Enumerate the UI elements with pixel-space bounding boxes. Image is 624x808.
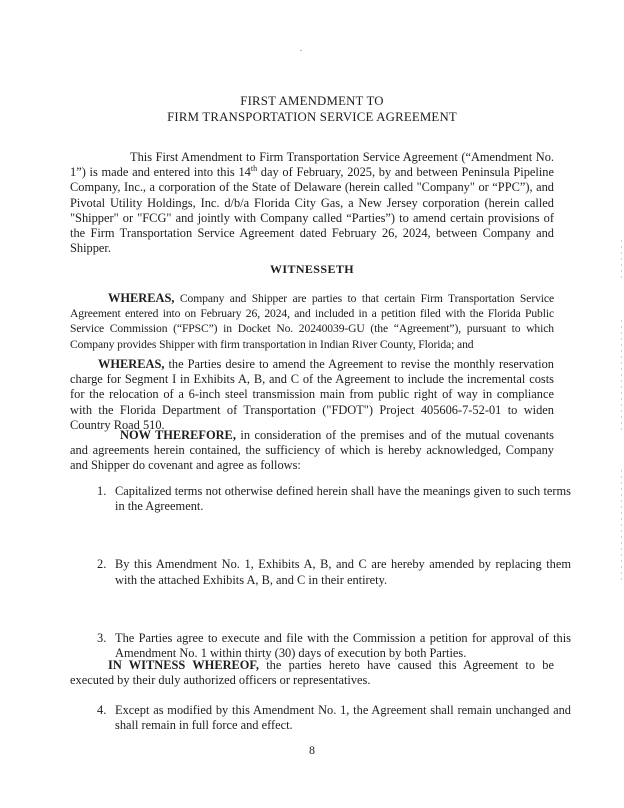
item-number: 3. <box>97 630 107 645</box>
item-number: 2. <box>97 557 107 572</box>
scan-edge-mark <box>621 240 622 280</box>
now-therefore-lead: NOW THEREFORE, <box>120 428 236 442</box>
intro-text-start: This First Amendment to Firm Transportation Service Agreement (“Amendment No. 1”) is made and entered into this 14 <box>70 150 554 180</box>
item-number: 4. <box>97 703 107 718</box>
scan-edge-mark <box>621 470 622 580</box>
witnesseth-heading: WITNESSETH <box>269 262 355 276</box>
list-item <box>97 484 571 514</box>
list-item <box>97 557 571 587</box>
list-item <box>97 631 571 661</box>
page-number: 8 <box>309 743 315 757</box>
whereas-1-lead: WHEREAS, <box>108 291 175 305</box>
whereas-2-lead: WHEREAS, <box>98 357 165 371</box>
in-witness-paragraph <box>70 658 554 688</box>
intro-paragraph <box>70 150 554 256</box>
list-item <box>97 703 571 733</box>
title-line-2: FIRM TRANSPORTATION SERVICE AGREEMENT <box>167 110 457 124</box>
title-line-1: FIRST AMENDMENT TO <box>240 94 384 108</box>
scan-speck <box>300 50 302 51</box>
intro-ordinal-suffix: th <box>250 164 258 174</box>
item-text: Capitalized terms not otherwise defined herein shall have the meanings given to such terms in the Agreement. <box>115 484 571 514</box>
item-text: Except as modified by this Amendment No. 1, the Agreement shall remain unchanged and shall remain in full force and effect. <box>115 703 571 733</box>
item-number: 1. <box>97 484 107 498</box>
now-therefore-text: in consideration of the premises and of the mutual covenants and agreements herein contained, the sufficiency of which is hereby acknowledged, Company and Shipper do covenant and agree as follows: <box>70 428 554 473</box>
in-witness-text: the parties hereto have caused this Agreement to be executed by their duly authorized officers or representatives. <box>70 658 554 688</box>
scan-edge-mark <box>621 320 622 430</box>
item-text: By this Amendment No. 1, Exhibits A, B, and C are hereby amended by replacing them with the attached Exhibits A, B, and C in their entirety. <box>115 557 571 587</box>
intro-text-rest: day of February, 2025, by and between Peninsula Pipeline Company, Inc., a corporation of the State of Delaware (herein called "Company" or “PPC”), and Pivotal Utility Holdings, Inc. d/b/a Florida City Gas, a New Jersey corporation (herein called "Shipper" or "FCG" and jointly with Company called “Parties”) to amend certain provisions of the Firm Transportation Service Agreement dated February 26, 2024, between Company and Shipper. <box>70 165 554 256</box>
whereas-paragraph-1 <box>70 291 554 352</box>
item-text: The Parties agree to execute and file with the Commission a petition for approval of this Amendment No. 1 within thirty (30) days of execution by both Parties. <box>115 630 571 661</box>
whereas-1-text: Company and Shipper are parties to that certain Firm Transportation Service Agreement entered into on February 26, 2024, and included in a petition filed with the Florida Public Service Commission (“FPSC”) in Docket No. 20240039-GU (the “Agreement”), pursuant to which Company provides Shipper with firm transportation in Indian River County, Florida; and <box>70 292 554 351</box>
whereas-paragraph-2 <box>70 357 554 433</box>
in-witness-lead: IN WITNESS WHEREOF, <box>108 658 259 672</box>
whereas-2-text: the Parties desire to amend the Agreement to revise the monthly reservation charge for Segment I in Exhibits A, B, and C of the Agreement to include the incremental costs for the relocation of a 6-inch steel transmission main from public right of way in compliance with the Florida Department of Transportation ("FDOT") Project 405606-7-52-01 to widen Country Road 510. <box>70 357 554 432</box>
now-therefore-paragraph <box>70 428 554 474</box>
